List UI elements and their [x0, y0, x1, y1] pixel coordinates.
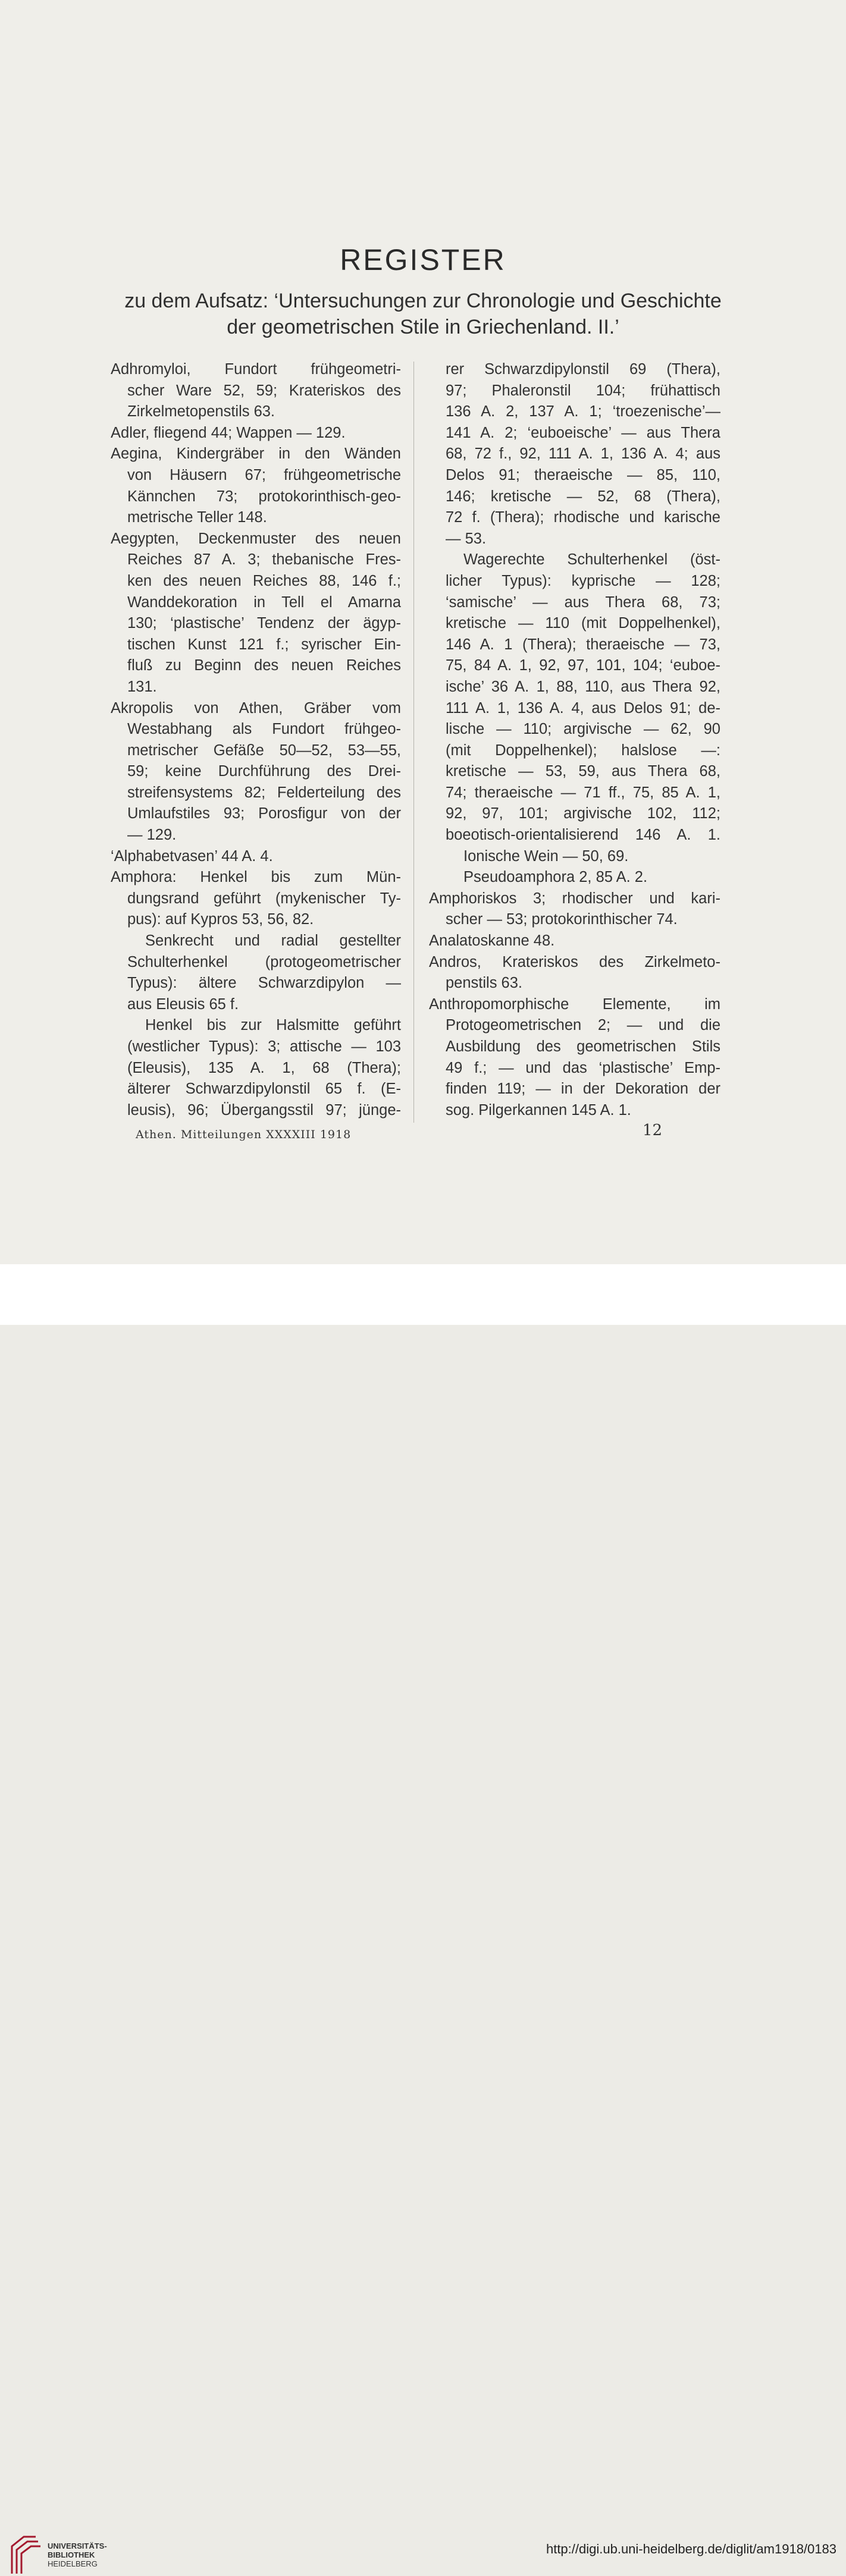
- index-line: (westlicher Typus): 3; attische — 103: [127, 1038, 401, 1055]
- index-line: 49 f.; — und das ‘plastische’ Emp-: [446, 1059, 720, 1076]
- index-line: 141 A. 2; ‘euboeische’ — aus Thera: [446, 424, 720, 441]
- index-line: rer Schwarzdipylonstil 69 (Thera),: [446, 361, 720, 378]
- index-line: metrischer Gefäße 50—52, 53—55,: [127, 742, 401, 759]
- index-line: 92, 97, 101; argivische 102, 112;: [446, 805, 720, 822]
- index-line: (Eleusis), 135 A. 1, 68 (Thera);: [127, 1059, 401, 1076]
- index-line: kretische — 110 (mit Doppelhenkel),: [446, 615, 720, 632]
- index-line: Aegina, Kindergräber in den Wänden: [111, 445, 401, 463]
- left-column: [111, 359, 401, 1121]
- index-line: fluß zu Beginn des neuen Reiches: [127, 657, 401, 674]
- library-name-line-3: HEIDELBERG: [48, 2559, 98, 2568]
- index-line: Senkrecht und radial gestellter: [145, 932, 401, 950]
- subtitle-line-2: der geometrischen Stile in Griechenland. II.’: [227, 316, 619, 338]
- index-line: 130; ‘plastische’ Tendenz der ägyp-: [127, 615, 401, 632]
- index-line: tischen Kunst 121 f.; syrischer Ein-: [127, 636, 401, 653]
- index-line: — 53.: [446, 530, 487, 547]
- index-line: leusis), 96; Übergangsstil 97; jünge-: [127, 1101, 401, 1119]
- index-line: boeotisch-orientalisierend 146 A. 1.: [446, 827, 720, 844]
- index-line: Westabhang als Fundort frühgeo-: [127, 721, 401, 738]
- index-line: — 129.: [127, 827, 177, 844]
- index-line: Ionische Wein — 50, 69.: [463, 847, 629, 865]
- source-url-link[interactable]: http://digi.ub.uni-heidelberg.de/diglit/am1918/0183: [546, 2542, 836, 2556]
- index-line: Kännchen 73; protokorinthisch-geo-: [127, 488, 401, 505]
- index-line: Protogeometrischen 2; — und die: [446, 1017, 720, 1034]
- index-line: kretische — 53, 59, aus Thera 68,: [446, 763, 720, 780]
- index-line: 111 A. 1, 136 A. 4, aus Delos 91; de-: [446, 699, 720, 717]
- index-line: sog. Pilgerkannen 145 A. 1.: [446, 1101, 631, 1119]
- index-line: scher Ware 52, 59; Krateriskos des: [127, 382, 401, 399]
- index-line: Andros, Krateriskos des Zirkelmeto-: [429, 953, 720, 970]
- index-line: Wagerechte Schulterhenkel (öst-: [463, 551, 720, 568]
- index-line: metrische Teller 148.: [127, 509, 267, 526]
- index-line: 136 A. 2, 137 A. 1; ‘troezenische’—: [446, 403, 720, 420]
- column-divider: [413, 362, 414, 1123]
- index-line: Schulterhenkel (protogeometrischer: [127, 953, 401, 970]
- index-line: Adler, fliegend 44; Wappen — 129.: [111, 424, 346, 441]
- index-line: (mit Doppelhenkel); halslose —:: [446, 742, 720, 759]
- index-line: Reiches 87 A. 3; thebanische Fres-: [127, 551, 401, 568]
- signature-mark: 12: [643, 1121, 663, 1139]
- index-line: ‘Alphabetvasen’ 44 A. 4.: [111, 847, 273, 865]
- page-title: REGISTER: [340, 243, 506, 277]
- index-line: penstils 63.: [446, 975, 522, 992]
- index-line: Pseudoamphora 2, 85 A. 2.: [463, 869, 648, 886]
- index-line: Umlaufstiles 93; Porosfigur von der: [127, 805, 401, 822]
- index-line: Amphora: Henkel bis zum Mün-: [111, 869, 401, 886]
- index-line: 72 f. (Thera); rhodische und karische: [446, 509, 720, 526]
- index-line: Wanddekoration in Tell el Amarna: [127, 593, 401, 611]
- index-line: Adhromyloi, Fundort frühgeometri-: [111, 361, 401, 378]
- index-line: licher Typus): kyprische — 128;: [446, 572, 720, 589]
- index-line: 146; kretische — 52, 68 (Thera),: [446, 488, 720, 505]
- index-line: 75, 84 A. 1, 92, 97, 101, 104; ‘euboe-: [446, 657, 720, 674]
- index-line: Typus): ältere Schwarzdipylon —: [127, 975, 401, 992]
- right-column: [429, 359, 720, 1121]
- index-line: Analatoskanne 48.: [429, 932, 555, 950]
- index-line: Aegypten, Deckenmuster des neuen: [111, 530, 401, 547]
- index-line: ken des neuen Reiches 88, 146 f.;: [127, 572, 401, 589]
- index-line: ‘samische’ — aus Thera 68, 73;: [446, 593, 720, 611]
- index-line: 146 A. 1 (Thera); theraeische — 73,: [446, 636, 720, 653]
- library-name-line-2: BIBLIOTHEK: [48, 2550, 95, 2559]
- index-line: Anthropomorphische Elemente, im: [429, 995, 720, 1013]
- index-line: 68, 72 f., 92, 111 A. 1, 136 A. 4; aus: [446, 445, 720, 463]
- index-line: streifensystems 82; Felderteilung des: [127, 784, 401, 801]
- index-line: finden 119; — in der Dekoration der: [446, 1080, 720, 1098]
- library-bar: [0, 1264, 846, 2568]
- index-line: 59; keine Durchführung des Drei-: [127, 763, 401, 780]
- index-line: 97; Phaleronstil 104; frühattisch: [446, 382, 720, 399]
- library-name-line-1: UNIVERSITÄTS-: [48, 2542, 107, 2550]
- index-line: scher — 53; protokorinthischer 74.: [446, 911, 678, 928]
- index-line: Amphoriskos 3; rhodischer und kari-: [429, 890, 720, 907]
- library-name: [48, 2542, 107, 2568]
- index-line: 74; theraeische — 71 ff., 75, 85 A. 1,: [446, 784, 720, 801]
- index-line: aus Eleusis 65 f.: [127, 995, 239, 1013]
- subtitle-line-1: zu dem Aufsatz: ‘Untersuchungen zur Chronologie und Geschichte: [124, 290, 722, 312]
- scanned-page: [0, 0, 846, 1264]
- index-line: Akropolis von Athen, Gräber vom: [111, 699, 401, 717]
- index-line: lische — 110; argivische — 62, 90: [446, 721, 720, 738]
- index-line: Zirkelmetopenstils 63.: [127, 403, 275, 420]
- index-line: dungsrand geführt (mykenischer Ty-: [127, 890, 401, 907]
- index-line: Ausbildung des geometrischen Stils: [446, 1038, 720, 1055]
- index-line: von Häusern 67; frühgeometrische: [127, 466, 401, 483]
- index-line: Henkel bis zur Halsmitte geführt: [145, 1017, 401, 1034]
- index-line: 131.: [127, 678, 157, 695]
- index-line: pus): auf Kypros 53, 56, 82.: [127, 911, 314, 928]
- index-line: ische’ 36 A. 1, 88, 110, aus Thera 92,: [446, 678, 720, 695]
- library-logo-icon: [8, 2534, 42, 2576]
- journal-footer: Athen. Mitteilungen XXXXIII 1918: [136, 1128, 352, 1141]
- index-line: älterer Schwarzdipylonstil 65 f. (E-: [127, 1080, 401, 1098]
- index-line: Delos 91; theraeische — 85, 110,: [446, 466, 720, 483]
